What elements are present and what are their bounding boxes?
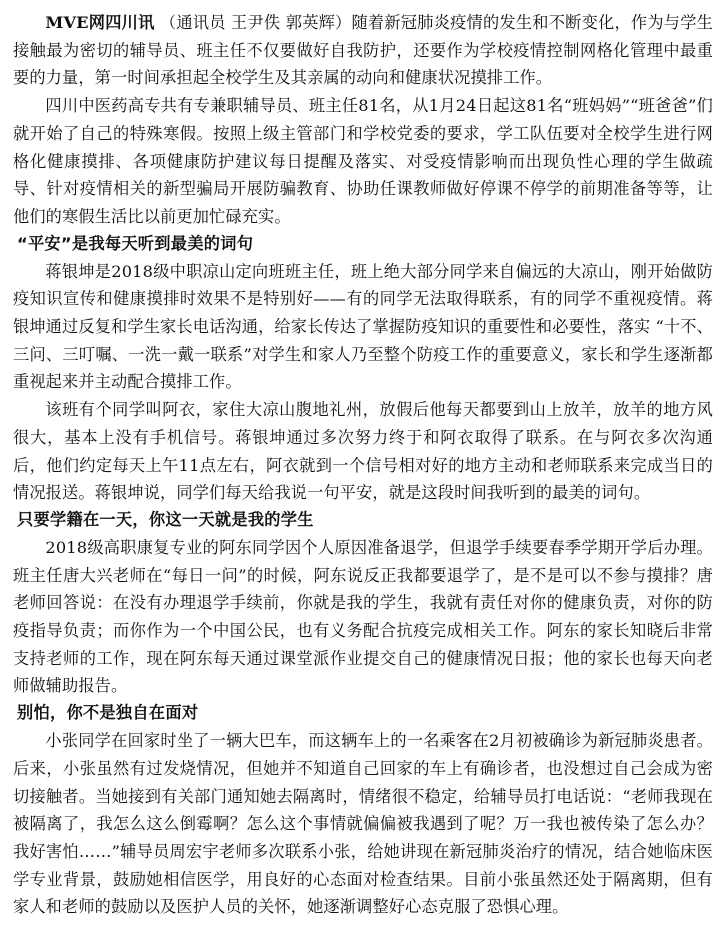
intro-text: （通讯员 王尹佚 郭英辉）随着新冠肺炎疫情的发生和不断变化，作为与学生接触最为密切的辅导员、班主任不仅要做好自我防护，还要作为学校疫情控制网格化管理中最重要的力量，第一时间承担起全校学生及其亲属的动向和健康状况摸排工作。 [13, 13, 713, 88]
paragraph-a-dong: 2018级高职康复专业的阿东同学因个人原因准备退学，但退学手续要春季学期开学后办理。班主任唐大兴老师在“每日一问”的时候，阿东说反正我都要退学了，是不是可以不参与摸排？唐老师回答说：在没有办理退学手续前，你就是我的学生，我就有责任对你的健康负责，对你的防疫指导负责；而你作为一个中国公民，也有义务配合抗疫完成相关工作。阿东的家长知晓后非常支持老师的工作，现在阿东每天通过课堂派作业提交自己的健康情况日报；他的家长也每天向老师做辅助报告。 [13, 537, 713, 696]
paragraph-a-yi: 该班有个同学叫阿衣，家住大凉山腹地礼州，放假后他每天都要到山上放羊，放羊的地方风很大，基本上没有手机信号。蒋银坤通过多次努力终于和阿衣取得了联系。在与阿衣多次沟通后，他们约定每天上午11点左右，阿衣就到一个信号相对好的地方主动和老师联系来完成当日的情况报送。蒋银坤说，同学们每天给我说一句平安，就是这段时间我听到的最美的词句。 [13, 400, 713, 503]
intro-paragraph [13, 9, 713, 92]
section-heading-student-status: 只要学籍在一天，你这一天就是我的学生 [17, 509, 314, 529]
paragraph-xiao-zhang: 小张同学在回家时坐了一辆大巴车，而这辆车上的一名乘客在2月初被确诊为新冠肺炎患者。后来，小张虽然有过发烧情况，但她并不知道自己回家的车上有确诊者，也没想过自己会成为密切接触者。当她接到有关部门通知她去隔离时，情绪很不稳定，给辅导员打电话说：“老师我现在被隔离了，我怎么这么倒霉啊？怎么这个事情就偏偏被我遇到了呢？万一我也被传染了怎么办？我好害怕……”辅导员周宏宇老师多次联系小张，给她讲现在新冠肺炎治疗的情况，结合她临床医学专业背景，鼓励她相信医学，用良好的心态面对检查结果。目前小张虽然还处于隔离期，但有家人和老师的鼓励以及医护人员的关怀，她逐渐调整好心态克服了恐惧心理。 [13, 731, 713, 917]
section-heading-not-alone: 别怕，你不是独自在面对 [17, 703, 199, 723]
section-heading-peace: “平安”是我每天听到最美的词句 [17, 233, 254, 253]
dateline: MVE网四川讯 [45, 13, 155, 32]
paragraph-team-overview: 四川中医药高专共有专兼职辅导员、班主任81名，从1月24日起这81名“班妈妈”“班爸爸”们就开始了自己的特殊寒假。按照上级主管部门和学校党委的要求，学工队伍要对全校学生进行网格化健康摸排、各项健康防护建议每日提醒及落实、对受疫情影响而出现负性心理的学生做疏导、针对疫情相关的新型骗局开展防骗教育、协助任课教师做好停课不停学的前期准备等等，让他们的寒假生活比以前更加忙碌充实。 [13, 96, 713, 226]
paragraph-jiang-yinkun: 蒋银坤是2018级中职凉山定向班班主任，班上绝大部分同学来自偏远的大凉山，刚开始做防疫知识宣传和健康摸排时效果不是特别好——有的同学无法取得联系，有的同学不重视疫情。蒋银坤通过反复和学生家长电话沟通，给家长传达了掌握防疫知识的重要性和必要性，落实 “十不、三问、三叮嘱、一洗一戴一联系”对学生和家人乃至整个防疫工作的重要意义，家长和学生逐渐都重视起来并主动配合摸排工作。 [13, 261, 713, 392]
